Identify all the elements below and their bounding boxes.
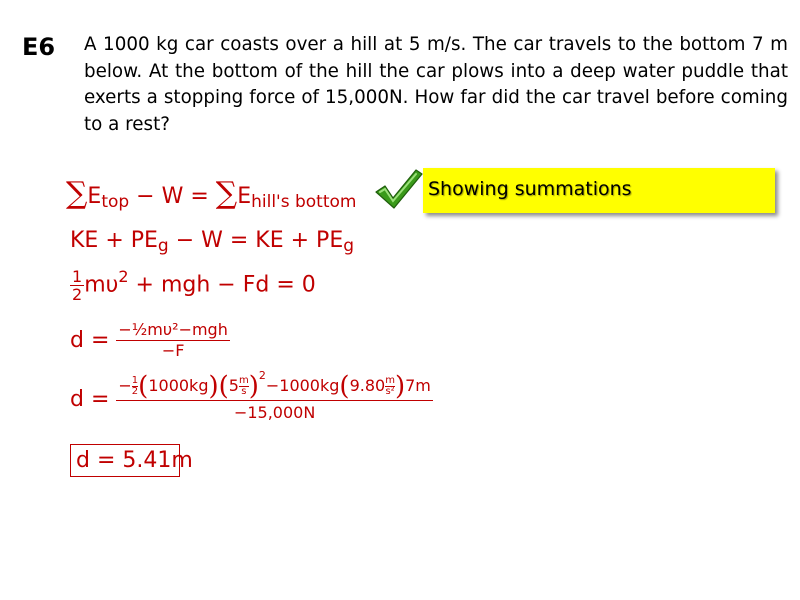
energy-symbol: E [87, 184, 102, 209]
eq5-lhs: d = [70, 387, 117, 412]
equation-operator: − W = [129, 184, 216, 209]
equation-expanded [70, 268, 316, 303]
half-fraction [70, 268, 84, 303]
eq3-exponent: 2 [118, 266, 129, 286]
equation-distance-formula [70, 320, 230, 361]
eq5-numerator: − $\frac{1}{2}$ (1000kg)(5 $\frac{m}{s}$ )$^2$−1000kg(9.80 $\frac{m}{\text{s²}}$ )7m [118, 369, 431, 402]
problem-statement: A 1000 kg car coasts over a hill at 5 m/s. The car travels to the bottom 7 m below. At the bottom of the hill the car plows into a deep water puddle that exerts a stopping force of 15,000N. How far did the car travel before coming to a rest? [84, 34, 788, 135]
checkmark-icon [372, 166, 424, 212]
sigma-symbol-2: ∑ [215, 176, 238, 211]
half-denominator: 2 [72, 285, 83, 304]
eq4-fraction [116, 320, 229, 361]
subscript-hill-bottom: hill's bottom [251, 192, 357, 212]
eq4-denominator: −F [161, 341, 185, 360]
energy-symbol-2: E [237, 184, 252, 209]
final-answer: d = 5.41m [76, 448, 193, 473]
half-numerator: 1 [72, 267, 83, 286]
subscript-top: top [101, 192, 130, 212]
eq4-numerator: −½mυ²−mgh [118, 320, 228, 339]
eq4-lhs: d = [70, 328, 117, 353]
callout-text: Showing summations [428, 178, 632, 200]
eq2-mid: − W = KE + PE [168, 228, 344, 253]
eq2-left: KE + PE [70, 228, 158, 253]
eq2-sub-g: g [157, 236, 169, 256]
sigma-symbol: ∑ [66, 176, 88, 211]
equation-energy-summation [66, 176, 356, 211]
eq5-denominator: −15,000N [233, 403, 316, 422]
callout-box [423, 168, 775, 213]
equation-substitution [70, 369, 433, 425]
problem-label: E6 [22, 33, 56, 61]
eq2-sub-g-2: g [343, 236, 355, 256]
eq3-mass-velocity: mυ [84, 272, 119, 298]
eq3-rest: + mgh − Fd = 0 [128, 272, 316, 298]
eq5-fraction [116, 369, 432, 425]
equation-energy-terms [70, 228, 355, 256]
